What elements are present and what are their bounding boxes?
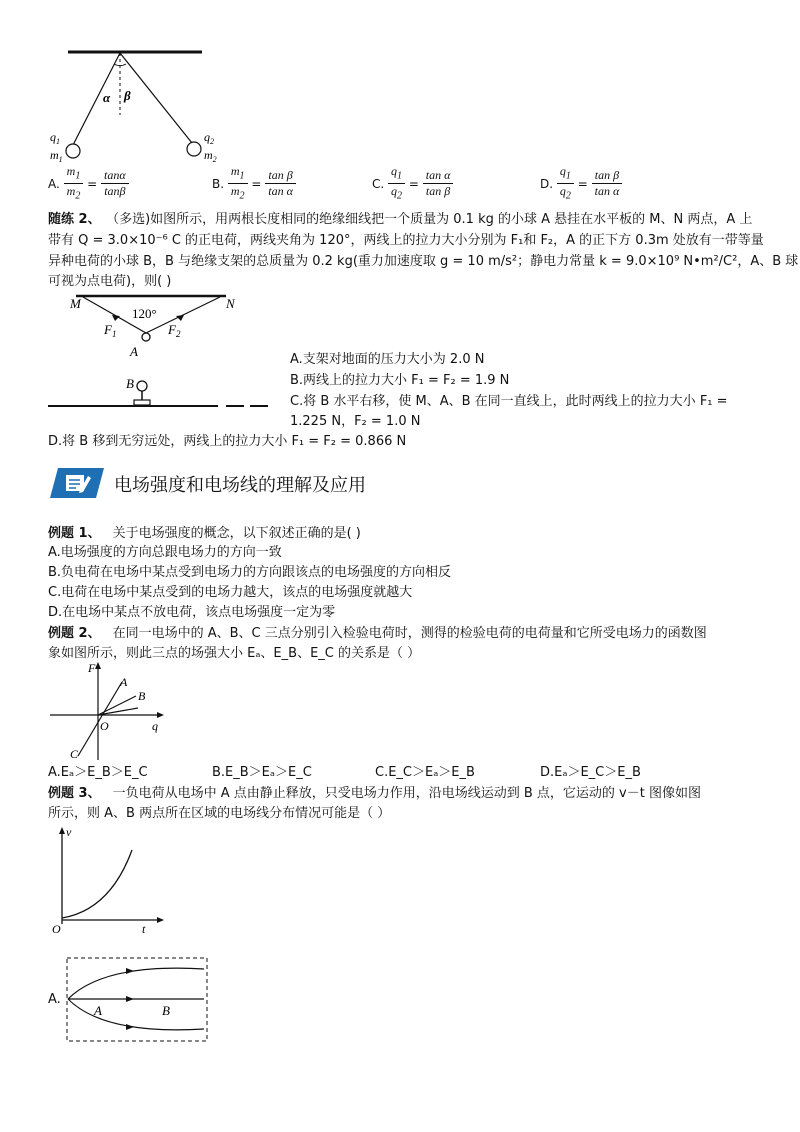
origin-label: O (100, 719, 109, 733)
n-label: N (226, 296, 235, 311)
alpha-label: α (103, 90, 111, 105)
option-letter: B. (212, 176, 225, 191)
tan-fraction: $\frac{\text{tan β}}{\text{tan α}}$ (592, 168, 623, 199)
option-b[interactable]: B. $\frac{m_1}{m_2}$ = $\frac{\text{tan β}}{\text{tan α}}$ (212, 164, 296, 204)
line-b-label: B (138, 689, 146, 703)
pendulum-figure (40, 40, 240, 165)
b-label: B (126, 376, 134, 391)
line-a-label: A (120, 675, 128, 689)
option-letter: A. (48, 176, 60, 191)
m-label: M (70, 296, 81, 311)
practice2-line1: 随练 2、 （多选)如图所示，用两根长度相同的绝缘细线把一个质量为 0.1 kg 的小球 A 悬挂在水平板的 M、N 两点，A 上 (48, 212, 753, 227)
f-axis-label: F (88, 661, 96, 675)
option-d[interactable]: D. $\frac{q_1}{q_2}$ = $\frac{\text{tan β}}{\text{tan α}}$ (540, 164, 622, 204)
suspension-figure (48, 288, 288, 438)
ex1-option-a[interactable]: A.电场强度的方向总跟电场力的方向一致 (48, 545, 282, 560)
m2-label: $m_2$ (204, 148, 217, 164)
pencil-note-icon (50, 466, 106, 500)
option-a[interactable]: A. $\frac{m_1}{m_2}$ = $\frac{\tan\alpha}{\tan\beta}$ (48, 164, 129, 204)
practice2-option-a[interactable]: A.支架对地面的压力大小为 2.0 N (290, 352, 485, 367)
ex1-option-d[interactable]: D.在电场中某点不放电荷，该点电场强度一定为零 (48, 605, 336, 620)
section-header (50, 466, 410, 500)
f1-label: $F_1$ (104, 322, 117, 339)
line-c-label: C (70, 747, 79, 761)
q1-label: $q_1$ (50, 130, 60, 146)
ratio-fraction: $\frac{q_1}{q_2}$ (388, 164, 405, 204)
q2-label: $q_2$ (204, 130, 214, 146)
a-label: A (130, 344, 138, 359)
origin-label: O (52, 922, 61, 934)
q-axis-label: q (152, 719, 158, 733)
tan-fraction: $\frac{\text{tan β}}{\text{tan α}}$ (265, 168, 296, 199)
v-axis-label: v (66, 825, 72, 839)
option-letter: D. (540, 176, 554, 191)
ex1-option-c[interactable]: C.电荷在电场中某点受到的电场力越大，该点的电场强度就越大 (48, 585, 413, 600)
ex3-option-a-label[interactable]: A. (48, 992, 61, 1007)
f-q-graph (50, 660, 170, 764)
ex2-option-b[interactable]: B.E_B＞Eₐ＞E_C (212, 765, 312, 780)
tan-fraction: $\frac{\tan\alpha}{\tan\beta}$ (101, 168, 129, 199)
ex2-line2: 象如图所示，则此三点的场强大小 Eₐ、E_B、E_C 的关系是（ ） (48, 646, 421, 661)
ex2-option-a[interactable]: A.Eₐ＞E_B＞E_C (48, 765, 148, 780)
ex1-option-b[interactable]: B.负电荷在电场中某点受到电场力的方向跟该点的电场强度的方向相反 (48, 565, 452, 580)
point-a-label: A (94, 1003, 102, 1018)
tan-fraction: $\frac{\text{tan α}}{\text{tan β}}$ (423, 168, 454, 199)
practice2-option-d[interactable]: D.将 B 移到无穷远处，两线上的拉力大小 F₁ = F₂ = 0.866 N (48, 434, 407, 449)
ratio-fraction: $\frac{m_1}{m_2}$ (64, 164, 84, 204)
practice2-option-b[interactable]: B.两线上的拉力大小 F₁ = F₂ = 1.9 N (290, 373, 510, 388)
ex3-line2: 所示，则 A、B 两点所在区域的电场线分布情况可能是（ ） (48, 806, 391, 821)
option-c[interactable]: C. $\frac{q_1}{q_2}$ = $\frac{\text{tan α}}{\text{tan β}}$ (372, 164, 453, 204)
ex2-line1: 例题 2、 在同一电场中的 A、B、C 三点分别引入检验电荷时，测得的检验电荷的电荷量和它所受电场力的函数图 (48, 626, 707, 641)
f2-label: $F_2$ (168, 322, 181, 339)
ratio-fraction: $\frac{m_1}{m_2}$ (228, 164, 248, 204)
point-b-label: B (162, 1003, 170, 1018)
angle-label: 120° (132, 306, 157, 321)
beta-label: β (124, 88, 131, 103)
ratio-fraction: $\frac{q_1}{q_2}$ (557, 164, 574, 204)
ex2-option-c[interactable]: C.E_C＞Eₐ＞E_B (375, 765, 475, 780)
v-t-graph (48, 824, 168, 934)
ex3-line1: 例题 3、 一负电荷从电场中 A 点由静止释放，只受电场力作用，沿电场线运动到 B 点，它运动的 v－t 图像如图 (48, 786, 701, 801)
ex2-option-d[interactable]: D.Eₐ＞E_C＞E_B (540, 765, 641, 780)
field-lines-figure (64, 955, 214, 1045)
t-axis-label: t (142, 922, 146, 934)
ex1-stem: 例题 1、 关于电场强度的概念，以下叙述正确的是( ) (48, 526, 361, 541)
practice2-line3: 异种电荷的小球 B，B 与绝缘支架的总质量为 0.2 kg(重力加速度取 g = 10 m/s²；静电力常量 k = 9.0×10⁹ N•m²/C²，A、B 球 (48, 254, 799, 269)
practice2-line4: 可视为点电荷)，则( ) (48, 274, 172, 289)
practice2-line2: 带有 Q = 3.0×10⁻⁶ C 的正电荷，两线夹角为 120°，两线上的拉力大小分别为 F₁和 F₂，A 的正下方 0.3m 处放有一带等量 (48, 233, 764, 248)
section-title: 电场强度和电场线的理解及应用 (114, 475, 366, 496)
practice2-option-c-cont: 1.225 N，F₂ = 1.0 N (290, 414, 421, 429)
practice2-option-c[interactable]: C.将 B 水平右移，使 M、A、B 在同一直线上，此时两线上的拉力大小 F₁ = (290, 394, 728, 409)
option-letter: C. (372, 176, 385, 191)
m1-label: $m_1$ (50, 148, 63, 164)
